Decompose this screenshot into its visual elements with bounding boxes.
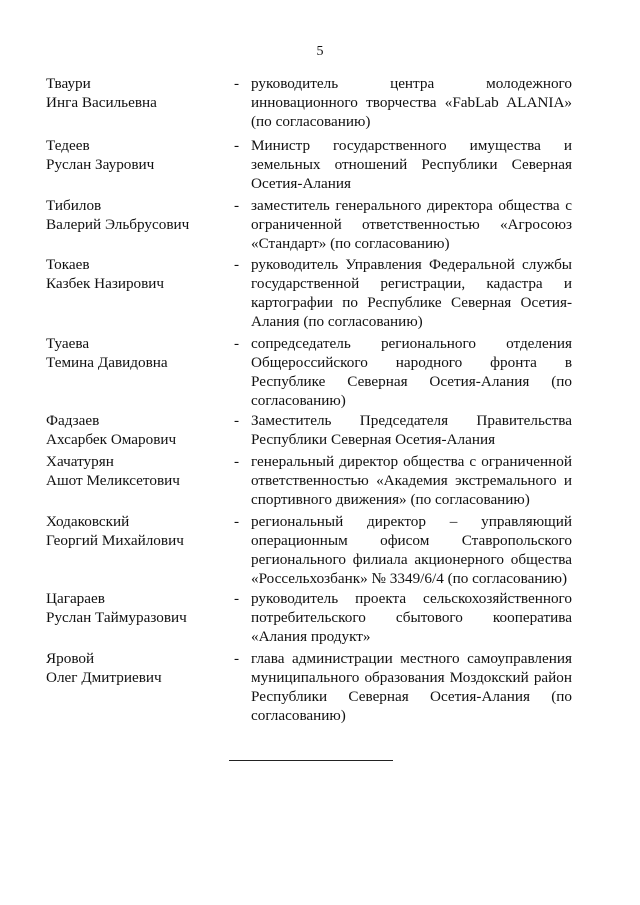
person-surname: Тедеев: [46, 137, 90, 154]
page-number: 5: [316, 44, 324, 59]
entry-dash: -: [234, 335, 240, 352]
person-surname: Цагараев: [46, 590, 105, 607]
person-name: [46, 334, 226, 372]
person-given-name: Руслан Таймуразович: [46, 609, 187, 626]
person-name: [46, 196, 226, 234]
person-given-name: Валерий Эльбрусович: [46, 216, 190, 233]
entry-dash: -: [234, 75, 240, 92]
person-surname: Тибилов: [46, 197, 102, 214]
person-surname: Тваури: [46, 75, 91, 92]
person-surname: Токаев: [46, 256, 90, 273]
person-role: генеральный директор общества с ограниченной ответственностью «Академия экстремального и спортивного движения» (по согласованию): [251, 453, 572, 508]
person-name: [46, 136, 226, 174]
entry-dash: -: [234, 650, 240, 667]
person-name: [46, 589, 226, 627]
closing-rule: [229, 760, 393, 761]
person-given-name: Георгий Михайлович: [46, 532, 184, 549]
person-given-name: Инга Васильевна: [46, 94, 157, 111]
person-given-name: Ахсарбек Омарович: [46, 431, 177, 448]
person-name: [46, 452, 226, 490]
person-given-name: Темина Давидовна: [46, 354, 168, 371]
entry-dash: -: [234, 256, 240, 273]
person-role: Заместитель Председателя Правительства Республики Северная Осетия-Алания: [251, 412, 572, 448]
person-role: руководитель центра молодежного инновационного творчества «FabLab ALANIA» (по согласованию): [251, 75, 572, 130]
person-role: сопредседатель регионального отделения Общероссийского народного фронта в Республике Северная Осетия-Алания (по согласованию): [251, 335, 572, 409]
person-role: руководитель Управления Федеральной службы государственной регистрации, кадастра и картографии по Республике Северная Осетия-Алания (по согласованию): [251, 256, 572, 330]
person-role: глава администрации местного самоуправления муниципального образования Моздокский район Республики Северная Осетия-Алания (по согласованию): [251, 650, 572, 724]
person-surname: Туаева: [46, 335, 90, 352]
person-surname: Фадзаев: [46, 412, 100, 429]
person-given-name: Казбек Назирович: [46, 275, 165, 292]
person-role: заместитель генерального директора общества с ограниченной ответственностью «Агросоюз «Стандарт» (по согласованию): [251, 197, 572, 252]
person-role: региональный директор – управляющий операционным офисом Ставропольского регионального филиала акционерного общества «Россельхозбанк» № 3349/6/4 (по согласованию): [251, 513, 572, 587]
person-surname: Яровой: [46, 650, 95, 667]
entry-dash: -: [234, 197, 240, 214]
person-surname: Ходаковский: [46, 513, 130, 530]
person-role: Министр государственного имущества и земельных отношений Республики Северная Осетия-Алания: [251, 137, 572, 192]
entry-dash: -: [234, 590, 240, 607]
person-name: [46, 512, 226, 550]
entry-dash: -: [234, 412, 240, 429]
person-given-name: Ашот Меликсетович: [46, 472, 180, 489]
person-given-name: Олег Дмитриевич: [46, 669, 162, 686]
person-name: [46, 255, 226, 293]
person-surname: Хачатурян: [46, 453, 114, 470]
person-given-name: Руслан Заурович: [46, 156, 155, 173]
person-name: [46, 649, 226, 687]
entry-dash: -: [234, 453, 240, 470]
entry-dash: -: [234, 137, 240, 154]
person-name: [46, 74, 226, 112]
person-name: [46, 411, 226, 449]
person-role: руководитель проекта сельскохозяйственного потребительского сбытового кооператива «Алания продукт»: [251, 590, 572, 645]
entry-dash: -: [234, 513, 240, 530]
